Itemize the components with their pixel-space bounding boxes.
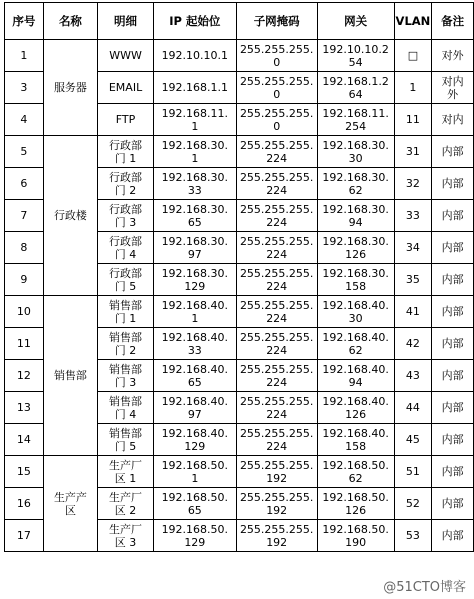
row-seq: 11 [5, 328, 44, 360]
row-subnet-mask: 255.255.255. 224 [236, 424, 317, 456]
row-detail: EMAIL [98, 72, 154, 104]
row-note: 内部 [432, 456, 474, 488]
row-gateway: 192.168.50. 190 [317, 520, 394, 552]
row-note: 内部 [432, 488, 474, 520]
row-detail: 销售部 门 1 [98, 296, 154, 328]
row-detail: 生产厂 区 2 [98, 488, 154, 520]
row-vlan: 11 [394, 104, 432, 136]
row-vlan: 31 [394, 136, 432, 168]
row-note: 内部 [432, 360, 474, 392]
row-detail: 生产厂 区 3 [98, 520, 154, 552]
group-name: 服务器 [43, 40, 97, 136]
table-row [5, 456, 474, 488]
row-vlan: 35 [394, 264, 432, 296]
row-vlan: 51 [394, 456, 432, 488]
row-detail: 行政部 门 5 [98, 264, 154, 296]
row-vlan: 53 [394, 520, 432, 552]
header-detail: 明细 [98, 3, 154, 40]
group-name: 行政楼 [43, 136, 97, 296]
row-vlan: □ [394, 40, 432, 72]
row-subnet-mask: 255.255.255. 192 [236, 456, 317, 488]
row-ip-start: 192.168.40. 65 [153, 360, 236, 392]
row-gateway: 192.168.1.2 64 [317, 72, 394, 104]
row-ip-start: 192.168.11. 1 [153, 104, 236, 136]
row-seq: 7 [5, 200, 44, 232]
row-gateway: 192.168.50. 126 [317, 488, 394, 520]
row-seq: 4 [5, 104, 44, 136]
row-ip-start: 192.168.30. 33 [153, 168, 236, 200]
table-row [5, 136, 474, 168]
row-ip-start: 192.168.40. 1 [153, 296, 236, 328]
row-ip-start: 192.168.30. 1 [153, 136, 236, 168]
row-subnet-mask: 255.255.255. 224 [236, 328, 317, 360]
row-ip-start: 192.168.30. 129 [153, 264, 236, 296]
header-name: 名称 [43, 3, 97, 40]
header-row [5, 3, 474, 40]
row-gateway: 192.168.30. 126 [317, 232, 394, 264]
row-detail: 行政部 门 1 [98, 136, 154, 168]
row-subnet-mask: 255.255.255. 224 [236, 392, 317, 424]
row-detail: WWW [98, 40, 154, 72]
row-vlan: 42 [394, 328, 432, 360]
row-seq: 14 [5, 424, 44, 456]
row-gateway: 192.168.30. 30 [317, 136, 394, 168]
row-note: 内部 [432, 424, 474, 456]
row-vlan: 43 [394, 360, 432, 392]
row-detail: FTP [98, 104, 154, 136]
group-name: 销售部 [43, 296, 97, 456]
row-gateway: 192.168.50. 62 [317, 456, 394, 488]
row-detail: 销售部 门 5 [98, 424, 154, 456]
row-subnet-mask: 255.255.255. 224 [236, 200, 317, 232]
row-ip-start: 192.168.50. 65 [153, 488, 236, 520]
row-subnet-mask: 255.255.255. 0 [236, 104, 317, 136]
row-gateway: 192.168.30. 158 [317, 264, 394, 296]
row-note: 对内 外 [432, 72, 474, 104]
row-note: 内部 [432, 264, 474, 296]
row-vlan: 32 [394, 168, 432, 200]
header-subnet-mask: 子网掩码 [236, 3, 317, 40]
row-note: 对内 [432, 104, 474, 136]
row-gateway: 192.168.40. 62 [317, 328, 394, 360]
row-detail: 销售部 门 2 [98, 328, 154, 360]
site-watermark: @51CTO博客 [381, 576, 468, 595]
header-seq: 序号 [5, 3, 44, 40]
row-subnet-mask: 255.255.255. 192 [236, 488, 317, 520]
header-vlan: VLAN [394, 3, 432, 40]
header-note: 备注 [432, 3, 474, 40]
row-detail: 行政部 门 2 [98, 168, 154, 200]
row-vlan: 45 [394, 424, 432, 456]
row-note: 对外 [432, 40, 474, 72]
row-ip-start: 192.168.50. 1 [153, 456, 236, 488]
row-ip-start: 192.168.30. 97 [153, 232, 236, 264]
row-seq: 1 [5, 40, 44, 72]
row-seq: 3 [5, 72, 44, 104]
row-detail: 生产厂 区 1 [98, 456, 154, 488]
group-name: 生产产 区 [43, 456, 97, 552]
row-note: 内部 [432, 520, 474, 552]
row-note: 内部 [432, 392, 474, 424]
row-gateway: 192.168.30. 62 [317, 168, 394, 200]
row-note: 内部 [432, 168, 474, 200]
ip-plan-table [4, 2, 474, 552]
row-gateway: 192.168.40. 30 [317, 296, 394, 328]
row-seq: 13 [5, 392, 44, 424]
row-seq: 10 [5, 296, 44, 328]
row-note: 内部 [432, 232, 474, 264]
table-row [5, 296, 474, 328]
row-subnet-mask: 255.255.255. 224 [236, 360, 317, 392]
row-seq: 16 [5, 488, 44, 520]
row-vlan: 34 [394, 232, 432, 264]
row-ip-start: 192.168.40. 97 [153, 392, 236, 424]
row-ip-start: 192.168.40. 129 [153, 424, 236, 456]
table-row [5, 40, 474, 72]
row-subnet-mask: 255.255.255. 224 [236, 168, 317, 200]
row-seq: 17 [5, 520, 44, 552]
row-subnet-mask: 255.255.255. 192 [236, 520, 317, 552]
row-subnet-mask: 255.255.255. 224 [236, 264, 317, 296]
row-vlan: 41 [394, 296, 432, 328]
row-note: 内部 [432, 328, 474, 360]
header-gateway: 网关 [317, 3, 394, 40]
row-ip-start: 192.10.10.1 [153, 40, 236, 72]
row-vlan: 44 [394, 392, 432, 424]
table-body [5, 40, 474, 552]
header-ip-start: IP 起始位 [153, 3, 236, 40]
row-note: 内部 [432, 200, 474, 232]
row-detail: 销售部 门 3 [98, 360, 154, 392]
row-detail: 销售部 门 4 [98, 392, 154, 424]
row-gateway: 192.168.40. 126 [317, 392, 394, 424]
row-subnet-mask: 255.255.255. 0 [236, 40, 317, 72]
row-seq: 9 [5, 264, 44, 296]
row-subnet-mask: 255.255.255. 224 [236, 232, 317, 264]
row-gateway: 192.168.11. 254 [317, 104, 394, 136]
row-subnet-mask: 255.255.255. 224 [236, 136, 317, 168]
row-ip-start: 192.168.30. 65 [153, 200, 236, 232]
row-subnet-mask: 255.255.255. 224 [236, 296, 317, 328]
row-seq: 15 [5, 456, 44, 488]
row-seq: 6 [5, 168, 44, 200]
row-gateway: 192.168.40. 158 [317, 424, 394, 456]
row-seq: 5 [5, 136, 44, 168]
row-ip-start: 192.168.40. 33 [153, 328, 236, 360]
row-seq: 8 [5, 232, 44, 264]
row-vlan: 33 [394, 200, 432, 232]
row-note: 内部 [432, 136, 474, 168]
row-ip-start: 192.168.50. 129 [153, 520, 236, 552]
row-detail: 行政部 门 4 [98, 232, 154, 264]
row-ip-start: 192.168.1.1 [153, 72, 236, 104]
row-detail: 行政部 门 3 [98, 200, 154, 232]
row-gateway: 192.168.30. 94 [317, 200, 394, 232]
row-gateway: 192.168.40. 94 [317, 360, 394, 392]
row-seq: 12 [5, 360, 44, 392]
row-note: 内部 [432, 296, 474, 328]
row-vlan: 1 [394, 72, 432, 104]
row-vlan: 52 [394, 488, 432, 520]
row-gateway: 192.10.10.2 54 [317, 40, 394, 72]
row-subnet-mask: 255.255.255. 0 [236, 72, 317, 104]
